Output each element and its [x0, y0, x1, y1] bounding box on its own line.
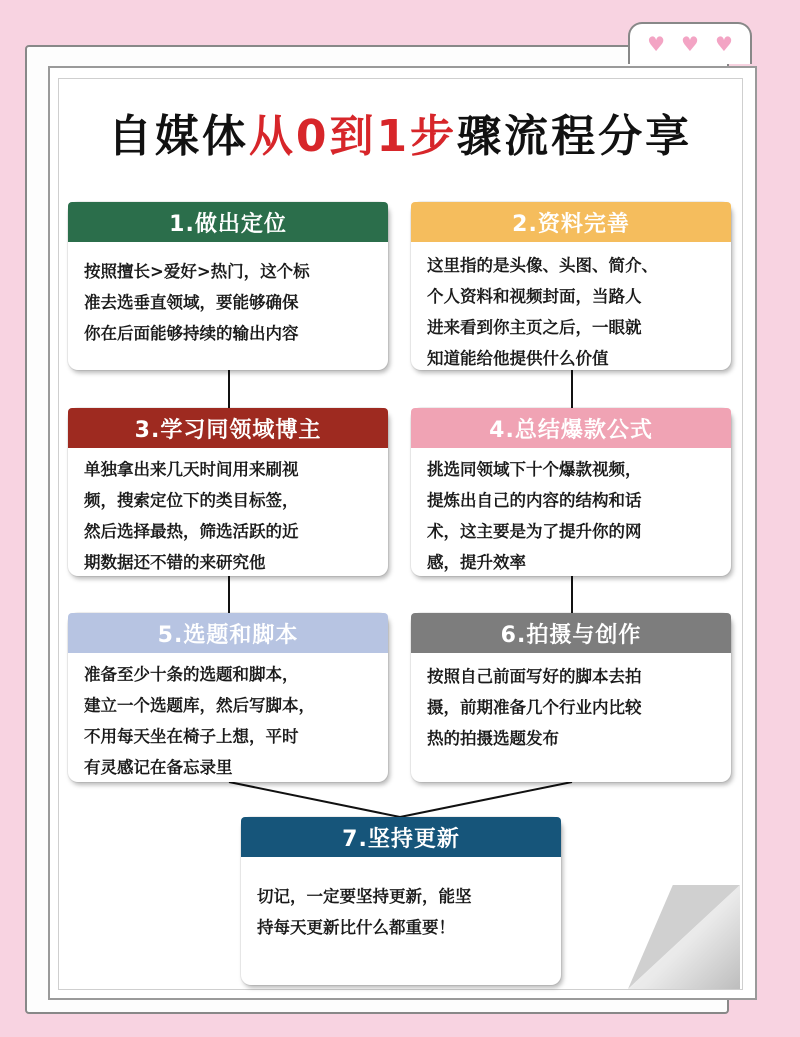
- step-line: 提炼出自己的内容的结构和话: [427, 491, 642, 510]
- heart-icon: ♥: [714, 32, 733, 56]
- step-line: 持每天更新比什么都重要！: [257, 918, 455, 937]
- step-card-4: [411, 408, 731, 576]
- heart-icon: ♥: [647, 32, 666, 56]
- step-title-4: 4.总结爆款公式: [489, 417, 653, 443]
- step-card-1: [68, 202, 388, 370]
- step-line: 按照自己前面写好的脚本去拍: [427, 667, 642, 686]
- heart-icon: ♥: [681, 32, 699, 56]
- step-line: 频，搜索定位下的类目标签，: [84, 491, 299, 510]
- step-body-2: [411, 242, 731, 382]
- step-header-6: [411, 613, 731, 653]
- step-title-1: 1.做出定位: [169, 211, 287, 237]
- step-line: 这里指的是头像、头图、简介、: [427, 256, 658, 275]
- step-line: 知道能给他提供什么价值: [427, 349, 609, 368]
- step-title-7: 7.坚持更新: [342, 826, 460, 852]
- step-card-2: [411, 202, 731, 370]
- step-card-6: [411, 613, 731, 782]
- step-body-4: [411, 448, 731, 586]
- step-title-2: 2.资料完善: [512, 211, 630, 237]
- step-line: 挑选同领域下十个爆款视频，: [427, 460, 642, 479]
- title-part-2: 骤流程分享: [457, 111, 693, 162]
- step-line: 摄，前期准备几个行业内比较: [427, 698, 642, 717]
- step-line: 然后选择最热，筛选活跃的近: [84, 522, 299, 541]
- step-header-3: [68, 408, 388, 448]
- title-accent: 从0到1步: [248, 111, 458, 162]
- step-header-7: [241, 817, 561, 857]
- step-header-2: [411, 202, 731, 242]
- step-card-7: [241, 817, 561, 985]
- step-line: 切记，一定要坚持更新，能坚: [257, 887, 472, 906]
- step-title-5: 5.选题和脚本: [157, 622, 299, 648]
- step-title-6: 6.拍摄与创作: [500, 622, 642, 648]
- step-body-1: [68, 242, 388, 357]
- step-line: 你在后面能够持续的输出内容: [84, 324, 299, 343]
- step-header-1: [68, 202, 388, 242]
- step-card-5: [68, 613, 388, 782]
- step-line: 建立一个选题库，然后写脚本，: [84, 696, 315, 715]
- step-header-5: [68, 613, 388, 653]
- step-line: 准备至少十条的选题和脚本，: [84, 665, 299, 684]
- connector-6-7: [400, 782, 572, 817]
- step-body-5: [68, 653, 388, 791]
- step-title-3: 3.学习同领域博主: [134, 417, 322, 443]
- step-header-4: [411, 408, 731, 448]
- step-line: 进来看到你主页之后，一眼就: [427, 318, 642, 337]
- step-line: 有灵感记在备忘录里: [84, 758, 233, 777]
- step-body-6: [411, 653, 731, 762]
- step-line: 期数据还不错的来研究他: [84, 553, 266, 572]
- step-line: 个人资料和视频封面，当路人: [427, 287, 642, 306]
- step-line: 术，这主要是为了提升你的网: [427, 522, 642, 541]
- step-line: 热的拍摄选题发布: [427, 729, 559, 748]
- step-line: 按照擅长>爱好>热门，这个标: [84, 262, 310, 281]
- step-line: 单独拿出来几天时间用来刷视: [84, 460, 299, 479]
- step-card-3: [68, 408, 388, 576]
- step-line: 感，提升效率: [427, 553, 526, 572]
- step-line: 不用每天坐在椅子上想，平时: [84, 727, 299, 746]
- step-body-3: [68, 448, 388, 586]
- title-part-1: 自媒体: [107, 111, 249, 162]
- step-body-7: [241, 857, 561, 951]
- step-line: 准去选垂直领域，要能够确保: [84, 293, 299, 312]
